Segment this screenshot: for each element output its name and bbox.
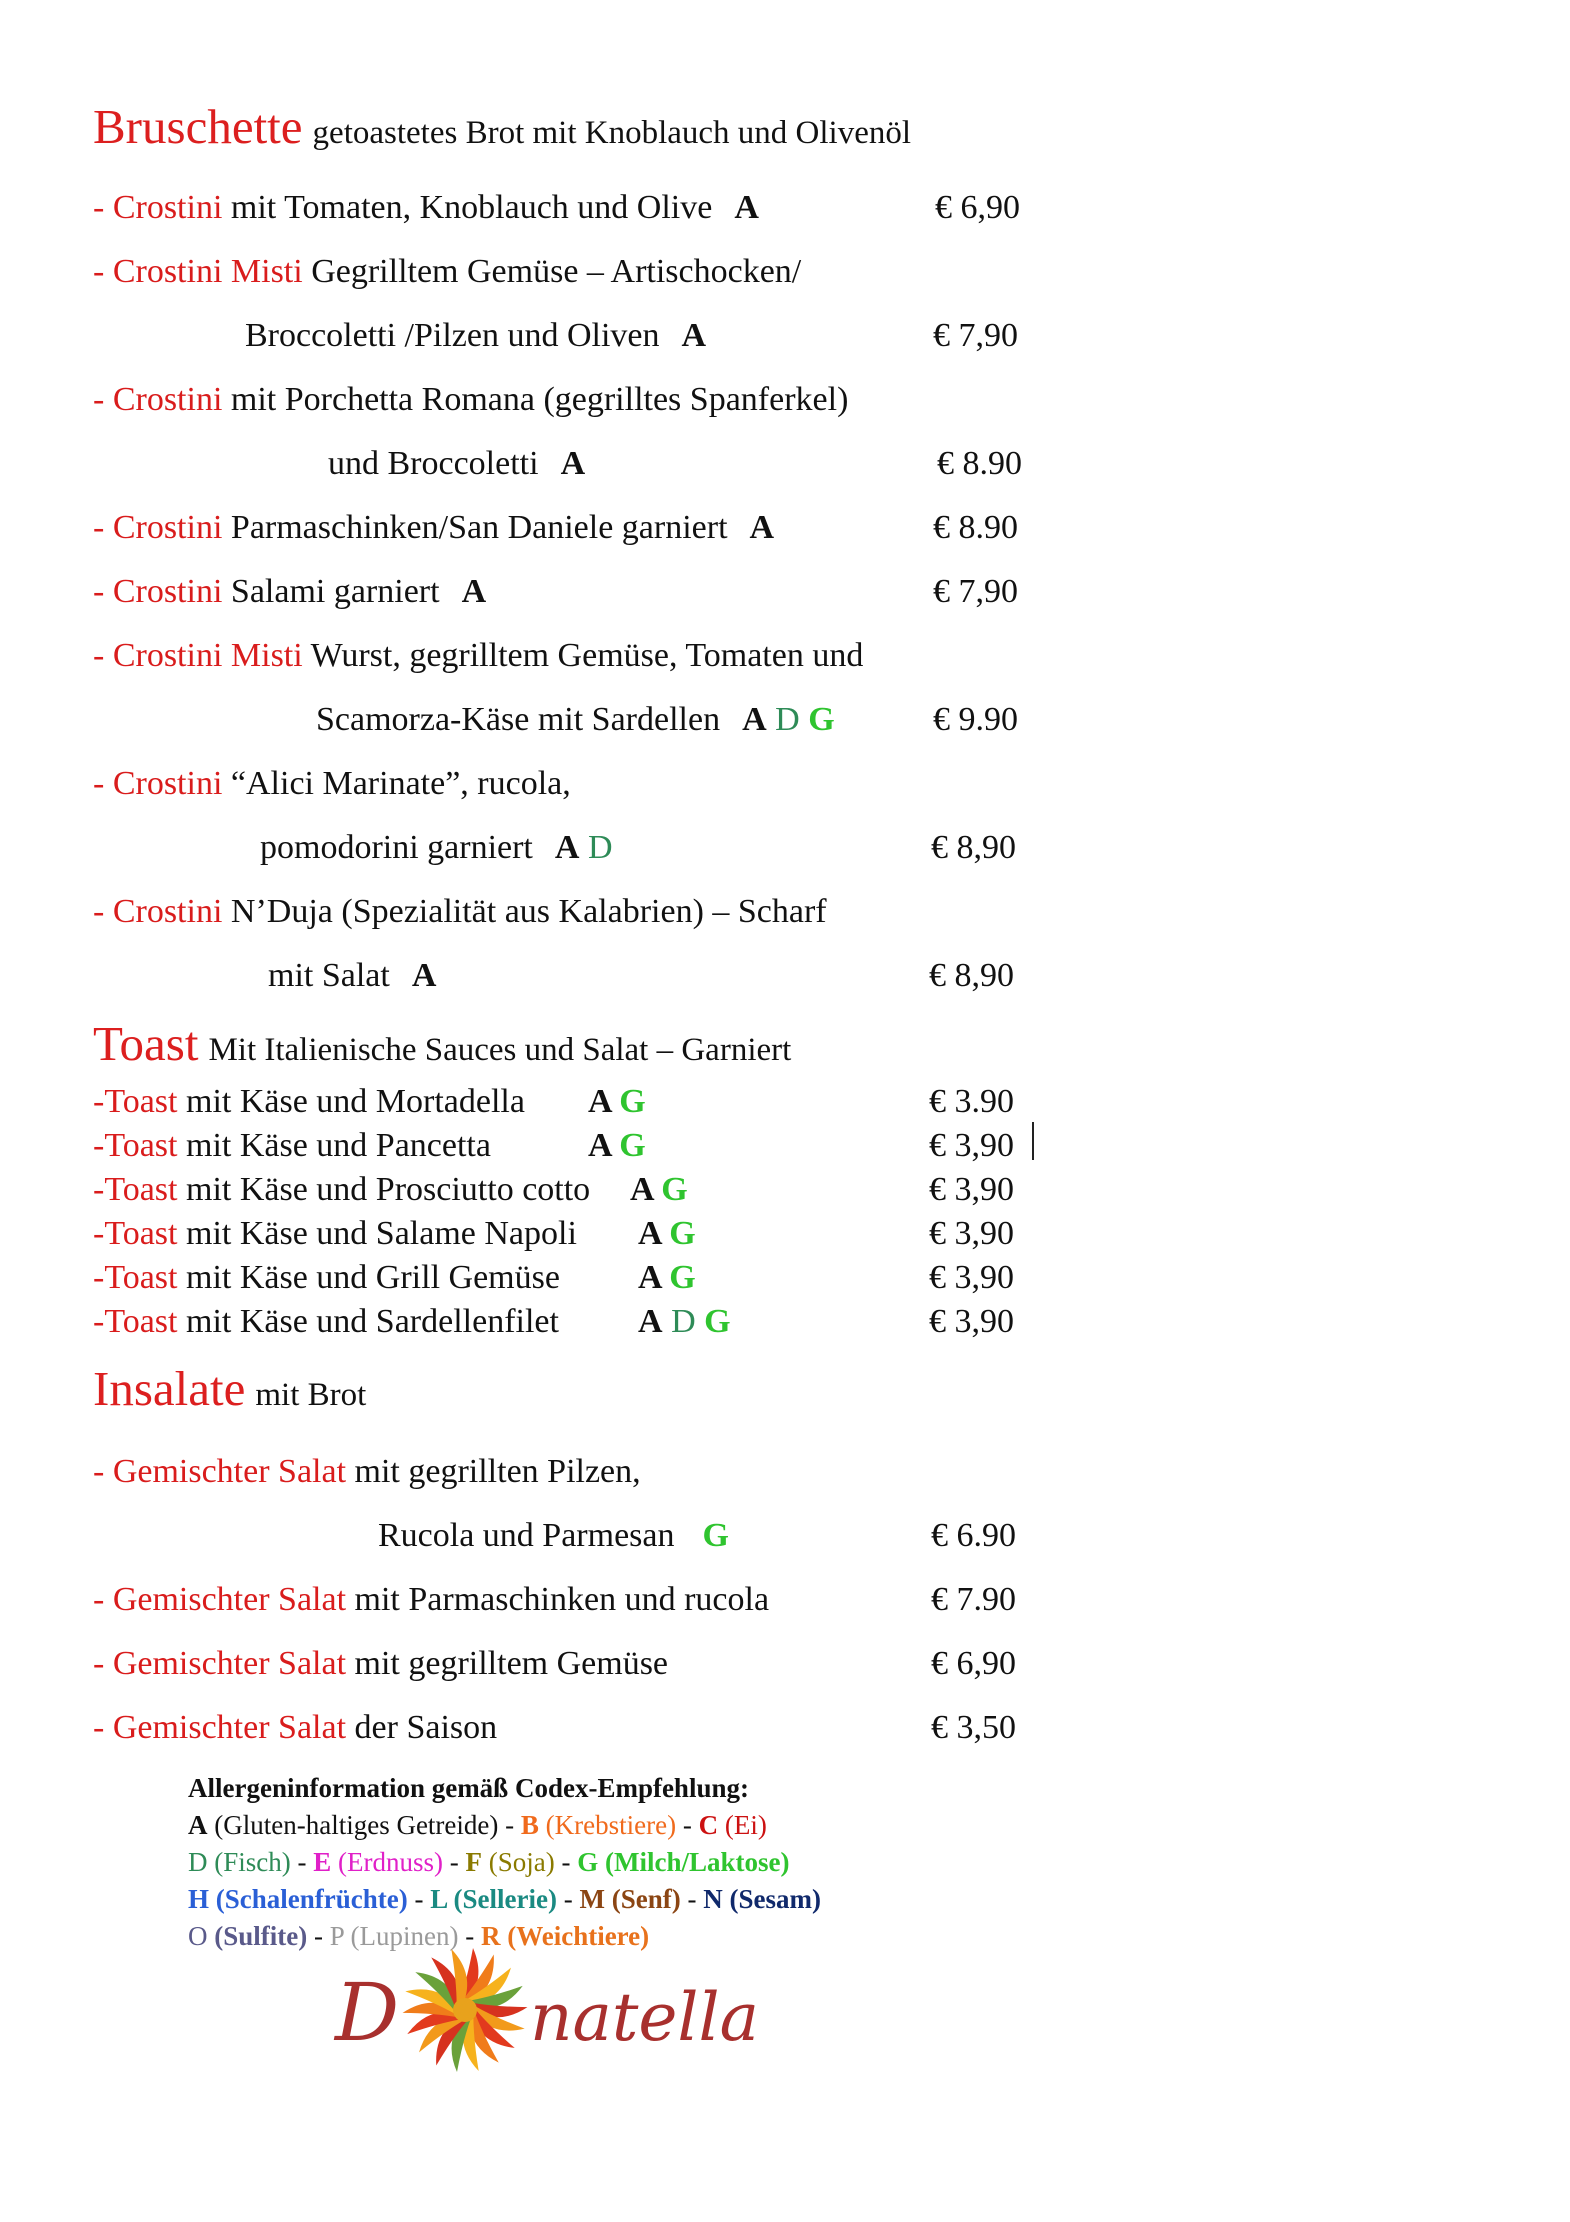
item-name: - Crostini xyxy=(93,189,223,226)
item-desc: pomodorini garniert xyxy=(260,829,533,866)
allergen-a: A xyxy=(461,573,487,610)
allergen-legend xyxy=(188,1770,821,1955)
allergen-a: A xyxy=(638,1215,661,1252)
allergen-d: D xyxy=(662,1303,696,1340)
insalate-subtitle: mit Brot xyxy=(255,1377,367,1413)
allergen-g: G xyxy=(660,1215,696,1252)
item-price: € 6,90 xyxy=(935,189,1020,226)
item-name: - Crostini Misti xyxy=(93,637,303,674)
toast-subtitle: Mit Italienische Sauces und Salat – Garniert xyxy=(208,1032,792,1068)
legend-segment: (Ei) xyxy=(718,1810,767,1840)
allergen-codes xyxy=(630,1170,688,1210)
item-name: - Crostini xyxy=(93,573,223,610)
item-price: € 6,90 xyxy=(931,1645,1016,1682)
logo-word-natella: natella xyxy=(530,1979,760,2056)
legend-segment: B xyxy=(520,1810,539,1840)
bruschette-item-line xyxy=(93,252,801,292)
allergen-legend-heading: Allergeninformation gemäß Codex-Empfehlung: xyxy=(188,1773,749,1803)
bruschette-item-line xyxy=(93,892,827,932)
legend-segment: P xyxy=(329,1921,344,1951)
toast-item-line xyxy=(93,1302,559,1342)
allergen-a: A xyxy=(588,1127,611,1164)
allergen-g: G xyxy=(610,1127,646,1164)
toast-item-line xyxy=(93,1258,560,1298)
item-desc: Broccoletti /Pilzen und Oliven xyxy=(245,317,660,354)
allergen-legend-row xyxy=(188,1881,821,1918)
item-price: € 3,90 xyxy=(929,1127,1014,1164)
item-price: € 7.90 xyxy=(931,1581,1016,1618)
item-desc: mit Porchetta Romana (gegrilltes Spanferkel) xyxy=(222,381,849,418)
insalate-item-line xyxy=(93,1644,668,1684)
allergen-legend-row xyxy=(188,1807,821,1844)
item-name: - Crostini xyxy=(93,765,223,802)
insalate-heading xyxy=(93,1360,366,1417)
allergen-a: A xyxy=(554,829,580,866)
item-name: -Toast xyxy=(93,1215,178,1252)
legend-segment: (Lupinen) xyxy=(343,1921,459,1951)
item-desc: mit Käse und Salame Napoli xyxy=(177,1215,577,1252)
allergen-codes xyxy=(638,1214,696,1254)
item-desc: mit Käse und Pancetta xyxy=(177,1127,491,1164)
sun-core xyxy=(453,1998,477,2022)
legend-segment: (Senf) xyxy=(604,1884,681,1914)
donatella-logo xyxy=(330,1940,770,2080)
item-price: € 8,90 xyxy=(931,829,1016,866)
insalate-title: Insalate xyxy=(93,1361,246,1416)
legend-segment: A xyxy=(188,1810,208,1840)
item-price: € 8.90 xyxy=(933,509,1018,546)
bruschette-item-line xyxy=(93,572,486,612)
legend-segment: (Soja) xyxy=(482,1847,555,1877)
legend-segment: - xyxy=(676,1810,699,1840)
allergen-codes xyxy=(588,1126,646,1166)
item-price: € 8,90 xyxy=(929,957,1014,994)
item-name: -Toast xyxy=(93,1171,178,1208)
allergen-d: D xyxy=(579,829,613,866)
item-desc: Rucola und Parmesan xyxy=(378,1517,675,1554)
toast-heading xyxy=(93,1015,791,1072)
allergen-g: G xyxy=(610,1083,646,1120)
legend-segment: (Milch/Laktose) xyxy=(598,1847,790,1877)
allergen-codes xyxy=(412,957,437,994)
allergen-a: A xyxy=(742,701,767,738)
legend-segment: H xyxy=(188,1884,210,1914)
allergen-codes xyxy=(750,509,775,546)
item-name: -Toast xyxy=(93,1303,178,1340)
legend-segment: R xyxy=(480,1921,501,1951)
allergen-g: G xyxy=(702,1517,729,1554)
toast-item-line xyxy=(93,1082,525,1122)
bruschette-item-line xyxy=(328,444,585,484)
item-name: - Gemischter Salat xyxy=(93,1453,347,1490)
legend-segment: - xyxy=(407,1884,431,1914)
legend-segment: - xyxy=(554,1847,578,1877)
insalate-item-line xyxy=(378,1516,729,1556)
logo-letter-d: D xyxy=(335,1966,400,2059)
bruschette-title: Bruschette xyxy=(93,99,303,154)
item-price: € 3.90 xyxy=(929,1083,1014,1120)
item-name: - Gemischter Salat xyxy=(93,1581,347,1618)
allergen-codes xyxy=(703,1517,729,1554)
legend-segment: C xyxy=(698,1810,719,1840)
bruschette-item-line xyxy=(93,636,863,676)
item-price: € 3,90 xyxy=(929,1215,1014,1252)
allergen-codes xyxy=(682,317,707,354)
item-desc: mit Salat xyxy=(268,957,390,994)
allergen-codes xyxy=(561,445,586,482)
allergen-codes xyxy=(742,701,835,738)
bruschette-item-line xyxy=(93,380,848,420)
legend-segment: (Gluten-haltiges Getreide) xyxy=(207,1810,506,1840)
allergen-g: G xyxy=(695,1303,731,1340)
legend-segment: (Schalenfrüchte) xyxy=(209,1884,408,1914)
allergen-codes xyxy=(638,1258,696,1298)
allergen-a: A xyxy=(749,509,775,546)
allergen-codes xyxy=(638,1302,731,1342)
text-cursor xyxy=(1032,1122,1034,1160)
item-name: - Gemischter Salat xyxy=(93,1645,347,1682)
legend-segment: O xyxy=(188,1921,208,1951)
item-price: € 9.90 xyxy=(933,701,1018,738)
bruschette-item-line xyxy=(93,508,774,548)
legend-segment: - xyxy=(505,1810,521,1840)
legend-segment: - xyxy=(307,1921,330,1951)
item-desc: Scamorza-Käse mit Sardellen xyxy=(316,701,721,738)
allergen-a: A xyxy=(588,1083,611,1120)
item-price: € 8.90 xyxy=(937,445,1022,482)
legend-segment: D xyxy=(188,1847,208,1877)
item-desc: der Saison xyxy=(346,1709,498,1746)
legend-segment: M xyxy=(579,1884,605,1914)
allergen-g: G xyxy=(660,1259,696,1296)
legend-segment: L xyxy=(430,1884,447,1914)
item-desc: Gegrilltem Gemüse – Artischocken/ xyxy=(302,253,802,290)
allergen-codes xyxy=(734,189,759,226)
item-desc: mit gegrilltem Gemüse xyxy=(346,1645,669,1682)
bruschette-item-line xyxy=(260,828,613,868)
sun-icon xyxy=(402,1947,529,2073)
allergen-codes xyxy=(462,573,487,610)
legend-segment: (Sulfite) xyxy=(207,1921,308,1951)
allergen-a: A xyxy=(560,445,586,482)
item-desc: mit Käse und Prosciutto cotto xyxy=(177,1171,591,1208)
allergen-a: A xyxy=(638,1259,661,1296)
bruschette-item-line xyxy=(93,188,759,228)
allergen-g: G xyxy=(652,1171,688,1208)
legend-segment: - xyxy=(680,1884,704,1914)
bruschette-item-line xyxy=(93,764,571,804)
legend-segment: G xyxy=(577,1847,599,1877)
legend-segment: - xyxy=(443,1847,466,1877)
legend-segment: - xyxy=(556,1884,580,1914)
item-name: - Crostini Misti xyxy=(93,253,303,290)
allergen-codes xyxy=(588,1082,646,1122)
allergen-a: A xyxy=(630,1171,653,1208)
insalate-item-line xyxy=(93,1580,769,1620)
allergen-g: G xyxy=(799,701,835,738)
legend-segment: (Sesam) xyxy=(722,1884,821,1914)
item-name: - Gemischter Salat xyxy=(93,1709,347,1746)
insalate-item-line xyxy=(93,1708,497,1748)
legend-segment: (Fisch) xyxy=(207,1847,291,1877)
item-desc: Salami garniert xyxy=(222,573,440,610)
allergen-d: D xyxy=(766,701,800,738)
item-desc: mit Tomaten, Knoblauch und Olive xyxy=(222,189,713,226)
bruschette-item-line xyxy=(245,316,706,356)
item-desc: N’Duja (Spezialität aus Kalabrien) – Scharf xyxy=(222,893,827,930)
legend-segment: (Sellerie) xyxy=(446,1884,557,1914)
item-price: € 6.90 xyxy=(931,1517,1016,1554)
allergen-a: A xyxy=(411,957,437,994)
legend-segment: (Krebstiere) xyxy=(538,1810,677,1840)
item-name: -Toast xyxy=(93,1083,178,1120)
item-desc: und Broccoletti xyxy=(328,445,539,482)
legend-segment: F xyxy=(465,1847,482,1877)
toast-title: Toast xyxy=(93,1016,199,1071)
legend-segment: N xyxy=(703,1884,723,1914)
bruschette-subtitle: getoastetes Brot mit Knoblauch und Olivenöl xyxy=(312,115,912,151)
legend-segment: (Weichtiere) xyxy=(500,1921,650,1951)
legend-segment: E xyxy=(313,1847,332,1877)
item-desc: mit Käse und Sardellenfilet xyxy=(177,1303,559,1340)
item-name: - Crostini xyxy=(93,893,223,930)
item-desc: mit gegrillten Pilzen, xyxy=(346,1453,641,1490)
item-price: € 3,90 xyxy=(929,1171,1014,1208)
allergen-codes xyxy=(555,829,613,866)
allergen-a: A xyxy=(681,317,707,354)
item-desc: “Alici Marinate”, rucola, xyxy=(222,765,571,802)
allergen-legend-row xyxy=(188,1844,821,1881)
bruschette-item-line xyxy=(268,956,436,996)
bruschette-item-line xyxy=(316,700,835,740)
item-desc: mit Käse und Mortadella xyxy=(177,1083,525,1120)
insalate-item-line xyxy=(93,1452,641,1492)
item-desc: mit Parmaschinken und rucola xyxy=(346,1581,770,1618)
item-price: € 7,90 xyxy=(933,573,1018,610)
allergen-a: A xyxy=(638,1303,663,1340)
item-price: € 7,90 xyxy=(933,317,1018,354)
toast-item-line xyxy=(93,1214,577,1254)
item-price: € 3,50 xyxy=(931,1709,1016,1746)
legend-segment: - xyxy=(458,1921,481,1951)
item-desc: Wurst, gegrilltem Gemüse, Tomaten und xyxy=(302,637,864,674)
item-name: - Crostini xyxy=(93,381,223,418)
legend-segment: - xyxy=(290,1847,314,1877)
item-desc: mit Käse und Grill Gemüse xyxy=(177,1259,560,1296)
allergen-a: A xyxy=(734,189,759,226)
item-price: € 3,90 xyxy=(929,1259,1014,1296)
item-desc: Parmaschinken/San Daniele garniert xyxy=(222,509,728,546)
item-name: - Crostini xyxy=(93,509,223,546)
toast-item-line xyxy=(93,1126,491,1166)
toast-item-line xyxy=(93,1170,590,1210)
item-price: € 3,90 xyxy=(929,1303,1014,1340)
allergen-legend-rows xyxy=(188,1807,821,1955)
legend-segment: (Erdnuss) xyxy=(331,1847,443,1877)
item-name: -Toast xyxy=(93,1127,178,1164)
item-name: -Toast xyxy=(93,1259,178,1296)
bruschette-heading xyxy=(93,98,911,155)
